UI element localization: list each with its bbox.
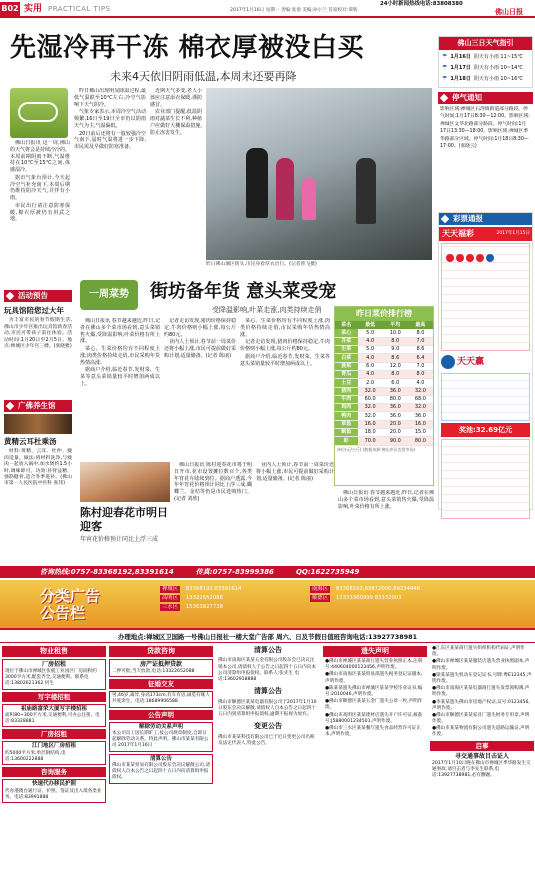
street-photo	[206, 88, 432, 260]
veg-name: 菜心	[335, 329, 358, 337]
veg-name: 草鱼	[335, 420, 358, 428]
main-subhead: 未来4天依旧阴雨低温,本周末还要再降	[110, 70, 297, 83]
veg-table-row	[335, 337, 433, 345]
veg-table: 菜名 最低 平均 最高 菜心 5.0 10.0 8.0 芥菜 4.0 8.0 7.0 生菜 5.0 9.0 8.6 白菜 4.0 8.6 6.4 菠菜 6.0 12.0 7.0 青瓜 4.0 8.0 8.0 土豆 2.0 6.0 4.0 猪肉 32.0 36.0 32.0 牛肉 60.0 80.0 68.0 鸡肉 32.0 36.0 32.0 鸭肉 32.0 36.0 36.0 草鱼 16.0 20.0 16.0 鲩鱼 18.0 20.0 15.0 虾 70.0 90.0 80.0	[335, 321, 433, 446]
lottery-title: 彩票通报	[439, 213, 532, 225]
veg-price: 10.0	[383, 329, 408, 337]
veg-table-row	[335, 437, 433, 445]
activity-box	[4, 290, 72, 390]
cloud-rain-icon: ☂	[442, 53, 448, 61]
activity-item-title: 玩具馆陪您过大年	[4, 306, 64, 315]
veg-price: 70.0	[358, 437, 383, 445]
health-item-title: 黄精云耳杜乘汤	[4, 437, 57, 446]
veg-price: 32.0	[358, 387, 383, 395]
classified-title: 分类广告公告栏	[40, 587, 101, 623]
veg-price: 60.0	[358, 395, 383, 403]
health-box	[4, 400, 72, 562]
veg-price: 20.0	[383, 420, 408, 428]
veg-price: 36.0	[383, 387, 408, 395]
forecast-row: ☂ 1月18日 阴天有小雨 10~16℃	[442, 75, 523, 83]
veg-price: 9.0	[383, 346, 408, 354]
veg-price: 7.0	[408, 362, 433, 370]
veg-name: 土豆	[335, 379, 358, 387]
veg-table-row	[335, 387, 433, 395]
veg-price: 4.0	[408, 379, 433, 387]
main-headline: 先湿冷再干冻 棉衣厚被没白买	[10, 33, 365, 63]
veg-table-row	[335, 370, 433, 378]
story-col-1: 佛山日报讯 这一周,佛山的天气将会是持续冷冷的。本周前期阴雨不断,气温维持在10℃至15℃之间,体感湿冷。 据市气象台预计,今天起冷空气补充南下,本周后期仍维持阴冷天气,并伴有小雨。 市民出行请注意防寒保暖,棉衣厚被仍有用武之地。	[10, 140, 70, 223]
hotline: 24小时新闻热线电话:83808380	[380, 1, 463, 7]
classified-banner	[0, 580, 535, 630]
veg-price: 6.0	[358, 362, 383, 370]
power-notice	[438, 92, 533, 210]
lottery-grid	[441, 243, 530, 351]
veg-name: 白菜	[335, 354, 358, 362]
veg-table-note: 单位(元/公斤) (数据来源:佛山市区农贸市场)	[337, 446, 416, 452]
weather-sidebar	[438, 36, 533, 88]
photo-caption: 昨日佛山城区街头,市民身着厚衣出行。(记者曾飞摄)	[206, 262, 317, 267]
veg-logo: 一周菜势	[80, 280, 138, 310]
veg-price: 12.0	[383, 362, 408, 370]
paper-logo: 佛山日报	[495, 7, 523, 16]
section-name: 实用	[24, 4, 43, 14]
flower-body-1: 佛山日报讯 陈村迎春花市将于明日开市,花市设置摊位数百个,各类年宵花卉陆续到位。据商户透露,今年年宵花价格预计同比上浮三成,蝴蝶兰、金桔等仍是市民选购热门。(记者 刘欣)	[174, 462, 252, 502]
forecast-row: ☂ 1月17日 阴天有小雨 10~14℃	[442, 64, 523, 72]
veg-table-row	[335, 329, 433, 337]
veg-price: 36.0	[408, 412, 433, 420]
veg-price: 8.6	[408, 346, 433, 354]
veg-name: 牛肉	[335, 395, 358, 403]
veg-name: 菠菜	[335, 362, 358, 370]
veg-name: 鸭肉	[335, 412, 358, 420]
lottery-grid-2	[441, 373, 530, 421]
story-col-3: 近期天气多变,老人小孩应注意添衣保暖,谨防感冒。 农业部门提醒,低温阴雨对蔬菜生长不利,种植户应做好大棚保温措施,防止冻害发生。	[150, 88, 202, 136]
ad-col-3: 清算公告 佛山市南海区某某五金有限公司股东会已决议注销本公司,请债权人于公告之日起四十五日内向本公司清算组申报债权。联系人:张先生 电话:13602918888 清算公告 佛山市顺德区某某电器有限公司于2017年1月10日股东会决议解散,请债权人自本公告之日起四十五日内到清算组申报债权,逾期不报视为放弃。 变更公告 佛山市某某科技有限公司已于近日变更公司名称及法定代表人,特此公告。	[218, 646, 317, 746]
page-header	[0, 0, 535, 18]
weather-badge: 佛山三日天气指引	[439, 37, 532, 50]
veg-price: 8.0	[383, 370, 408, 378]
veg-price: 16.0	[358, 420, 383, 428]
veg-price: 15.0	[408, 429, 433, 437]
health-title: 广佛养生馆	[4, 400, 72, 412]
veg-price: 32.0	[358, 404, 383, 412]
activity-title: 活动预告	[4, 290, 72, 302]
veg-price: 6.4	[408, 354, 433, 362]
veg-price: 4.0	[358, 337, 383, 345]
story-col-2: 昨日佛山出现明显降温过程,最低气温跌至10℃左右,冷空气影响下天气阴冷。 气象专家表示,本周冷空气活动频繁,16日至19日全市仍以阴雨天气为主,气温偏低。 20日前后还将有一股较强冷空气南下,届时气温将进一步下降,市民需及早做好防寒准备。	[74, 88, 146, 150]
forecast-row: ☂ 1月16日 阴天有小雨 11~15℃	[442, 53, 523, 61]
weather-badge-photo	[10, 88, 68, 138]
activity-body: 为丰富市民的春节假期生活,佛山市少年宫推出玩具馆新春活动,市民可带孩子前往体验。活动时间:1月20日至2月5日。地点:禅城区少年宫三楼。(张晓雅)	[4, 318, 72, 349]
veg-price: 20.0	[383, 429, 408, 437]
veg-name: 青瓜	[335, 370, 358, 378]
lottery-brand-2: 天天赢	[441, 353, 530, 371]
classified-contacts: 禅城区 83368192,83391614 高明区 13322652088 三水区 15363827738 南海区 83368192,83872000,89234446 顺德区 13333360999 83332003	[162, 586, 421, 611]
ad-col-4: 遗失声明 ●佛山市禅城区某某商行遗失营业执照正本,注册号:440604000123456,声明作废。 ●佛山市南海区某某贸易部遗失税务登记证副本,声明作废。 ●陈某某遗失佛山市禅城区某某学校毕业证书,编号:2010046,声明作废。 ●佛山市顺德区某某五金厂遗失公章一枚,声明作废。 ●佛山市高明区某某建材店遗失开户许可证,核准号:J5880001234501,声明作废。 ●佛山市三水区某某餐厅遗失食品经营许可证正本,声明作废。	[323, 646, 427, 876]
ad-col-5: ●江东区某某商行遗失组织机构代码证,声明作废。 ●佛山市禅城区某某服装店遗失营业执照副本,声明作废。 ●梁某某遗失机动车登记证书,号牌:粤E12345,声明作废。 ●佛山市南海区某某电器商行遗失发票领购簿,声明作废。 ●李某某遗失佛山市房地产权证,证号:0123456,声明作废。 ●佛山市顺德区某某家具厂遗失财务专用章,声明作废。 ●佛山市某某物流有限公司遗失道路运输证,声明作废。 启事 寻交通事故目击证人 2017年1月10日晚在佛山市禅城区季华路发生交通事故,请目击者与李先生联系,电话:13927738981,必有酬谢。	[430, 646, 534, 876]
veg-table-title: 昨日菜价排行榜	[335, 307, 433, 321]
veg-price: 8.0	[408, 370, 433, 378]
lottery-grid-3	[441, 439, 530, 519]
veg-price: 80.0	[408, 437, 433, 445]
cloud-rain-icon: ☂	[442, 75, 448, 83]
veg-price: 8.0	[383, 337, 408, 345]
flower-headline: 陈村迎春花市明日迎客	[80, 506, 168, 533]
lottery-pool: 奖池:32.69亿元	[441, 423, 530, 437]
veg-price: 4.0	[358, 354, 383, 362]
veg-price: 32.0	[408, 404, 433, 412]
veg-table-row	[335, 379, 433, 387]
veg-table-row	[335, 420, 433, 428]
veg-name: 鲩鱼	[335, 429, 358, 437]
veg-headline: 街坊备年货 意头菜受宠	[150, 281, 337, 302]
veg-table-row	[335, 395, 433, 403]
health-photo	[4, 414, 72, 434]
power-notice-title: 停气通知	[438, 92, 533, 104]
flower-body-2: 业内人士预计,春节前一周菜价还将小幅上涨,市民可提前做好采购计划,适量储备。(记者 陈丽)	[256, 462, 334, 482]
veg-table-row	[335, 362, 433, 370]
veg-table-row	[335, 354, 433, 362]
health-body: 材料:黄精、云耳、杜仲、瘦肉适量。做法:将材料洗净,与瘦肉一起放入锅中,加水煲约1.5小时,调味即可。功效:补肾益精、强筋健骨,适合冬季进补。(佛山市第一人民医院中医科 张伟)	[4, 449, 72, 487]
ad-col-2: 贷款咨询 房产证抵押贷款 二押可批,当天放款,电话:13322652088 征婚交友 男,46岁,离异,身高173cm,有车有房,诚觅有缘人共度余生。电话:18689906588 公告声明 解除劳动关系声明 本公司员工因长期旷工,按公司规章制度,自即日起解除劳动关系。特此声明。佛山市某某有限公司 2017年1月16日 清算公告 佛山市某某贸易有限公司股东会决议解散公司,请债权人自本公告之日起四十五日内向清算组申报债权。	[109, 646, 213, 876]
veg-price: 8.0	[408, 329, 433, 337]
veg-price: 6.0	[383, 379, 408, 387]
classified-hotline-bar: 咨询热线:0757-83368192,83391614 传真:0757-83999386 QQ:1622735949	[0, 566, 535, 578]
veg-col-1: 佛山日报讯 春节越来越近,昨日,记者在佛山多个菜市场看到,意头菜销售火爆,受降温影响,叶菜价格有所上涨。 菜心、生菜价格均有不同程度上涨,肉类价格持续走俏,市民采购年货热情高涨。 据商户介绍,临近春节,发财菜、生菜等意头菜销量较平时增加两成以上。	[80, 318, 160, 387]
veg-table-row	[335, 429, 433, 437]
veg-table-row	[335, 346, 433, 354]
classified-address: 办理地点:禅城区卫国路一号佛山日报社一楼大堂广告部 周六、日及节假日值班咨询电话:13927738981	[0, 632, 535, 643]
flower-body-3: 佛山日报讯 春节越来越近,昨日,记者在佛山多个菜市场看到,意头菜销售火爆,受降温影响,叶菜价格有所上涨。	[338, 490, 434, 510]
veg-price: 32.0	[408, 387, 433, 395]
flower-subtitle: 年宵花价格预计同比上浮三成	[80, 536, 159, 543]
veg-price: 36.0	[383, 404, 408, 412]
veg-name: 虾	[335, 437, 358, 445]
page-number: B02	[0, 2, 20, 16]
veg-price: 80.0	[383, 395, 408, 403]
power-notice-body: 影响区域:禅城区石湾镇街道部分路段。停气时间:1月17日8:30—12:00。影响区域:禅城区文华北路部分路段。停气时间:1月17日13:30—18:00。影响区域:禅城区季华路部分区域。停气时间:1月18日8:30—17:00。(张晓云)	[440, 107, 530, 150]
lost-notice-list-2: ●江东区某某商行遗失组织机构代码证,声明作废。 ●佛山市禅城区某某服装店遗失营业执照副本,声明作废。 ●梁某某遗失机动车登记证书,号牌:粤E12345,声明作废。 ●佛山市南海区某某电器商行遗失发票领购簿,声明作废。 ●李某某遗失佛山市房地产权证,证号:0123456,声明作废。 ●佛山市顺德区某某家具厂遗失财务专用章,声明作废。 ●佛山市某某物流有限公司遗失道路运输证,声明作废。	[432, 646, 532, 738]
veg-price: 5.0	[358, 346, 383, 354]
veg-price: 18.0	[358, 429, 383, 437]
ad-col-1: 物业租售 厂房招租 现位于佛山市禅城区张槎工业园区厂房面积约3000平方米,配套齐全,交通便利。联系电话:13802621362 何生 写字楼招租 祖庙路富荣大厦写字楼招租 面积80~300平方米,交通便利,可办公注册。电话:83328881 厂房招租 江门地区厂房招租 约5000平方米,单层钢结构,电话:13600222888 咨询服务 快速代办移民护照 代办港澳台通行证、护照、签证及出入境各类业务。电话:83991888	[2, 646, 106, 876]
veg-name: 芥菜	[335, 337, 358, 345]
cloud-rain-icon: ☂	[442, 64, 448, 72]
flower-photo	[80, 462, 170, 502]
date-line: 2017年1月16日 星期一 责编:张倩 美编:孙小兰 首席校对:谭新	[230, 8, 358, 13]
veg-price: 36.0	[383, 412, 408, 420]
veg-col-2: 记者走访发现,猪肉价格保持稳定,牛肉价格则小幅上涨,每公斤约80元。 业内人士预计,春节前一周菜价还将小幅上涨,市民可提前做好采购计划,适量储备。(记者 陈丽)	[164, 318, 236, 359]
veg-price: 7.0	[408, 337, 433, 345]
veg-col-3: 菜心、生菜价格均有不同程度上涨,肉类价格持续走俏,市民采购年货热情高涨。 记者走访发现,猪肉价格保持稳定,牛肉价格则小幅上涨,每公斤约80元。 据商户介绍,临近春节,发财菜、生菜等意头菜销量较平时增加两成以上。	[240, 318, 330, 367]
veg-price-table	[334, 306, 434, 486]
veg-price: 5.0	[358, 329, 383, 337]
forecast-list	[439, 50, 532, 87]
veg-price: 2.0	[358, 379, 383, 387]
veg-price: 90.0	[383, 437, 408, 445]
veg-table-row	[335, 412, 433, 420]
veg-price: 32.0	[358, 412, 383, 420]
veg-subtitle: 受降温影响,叶菜走涨,肉类持续走俏	[212, 306, 322, 314]
section-name-en: PRACTICAL TIPS	[48, 5, 111, 13]
veg-price: 68.0	[408, 395, 433, 403]
lottery-box	[438, 212, 533, 510]
lost-notice-list: ●佛山市禅城区某某商行遗失营业执照正本,注册号:440604000123456,声明作废。 ●佛山市南海区某某贸易部遗失税务登记证副本,声明作废。 ●陈某某遗失佛山市禅城区某某学校毕业证书,编号:2010046,声明作废。 ●佛山市顺德区某某五金厂遗失公章一枚,声明作废。 ●佛山市高明区某某建材店遗失开户许可证,核准号:J5880001234501,声明作废。 ●佛山市三水区某某餐厅遗失食品经营许可证正本,声明作废。	[325, 659, 423, 738]
lottery-brand: 天天福彩 2017年1月15日	[439, 227, 532, 241]
veg-name: 猪肉	[335, 387, 358, 395]
veg-name: 生菜	[335, 346, 358, 354]
veg-price: 4.0	[358, 370, 383, 378]
veg-price: 8.6	[383, 354, 408, 362]
veg-name: 鸡肉	[335, 404, 358, 412]
veg-table-row	[335, 404, 433, 412]
veg-price: 16.0	[408, 420, 433, 428]
